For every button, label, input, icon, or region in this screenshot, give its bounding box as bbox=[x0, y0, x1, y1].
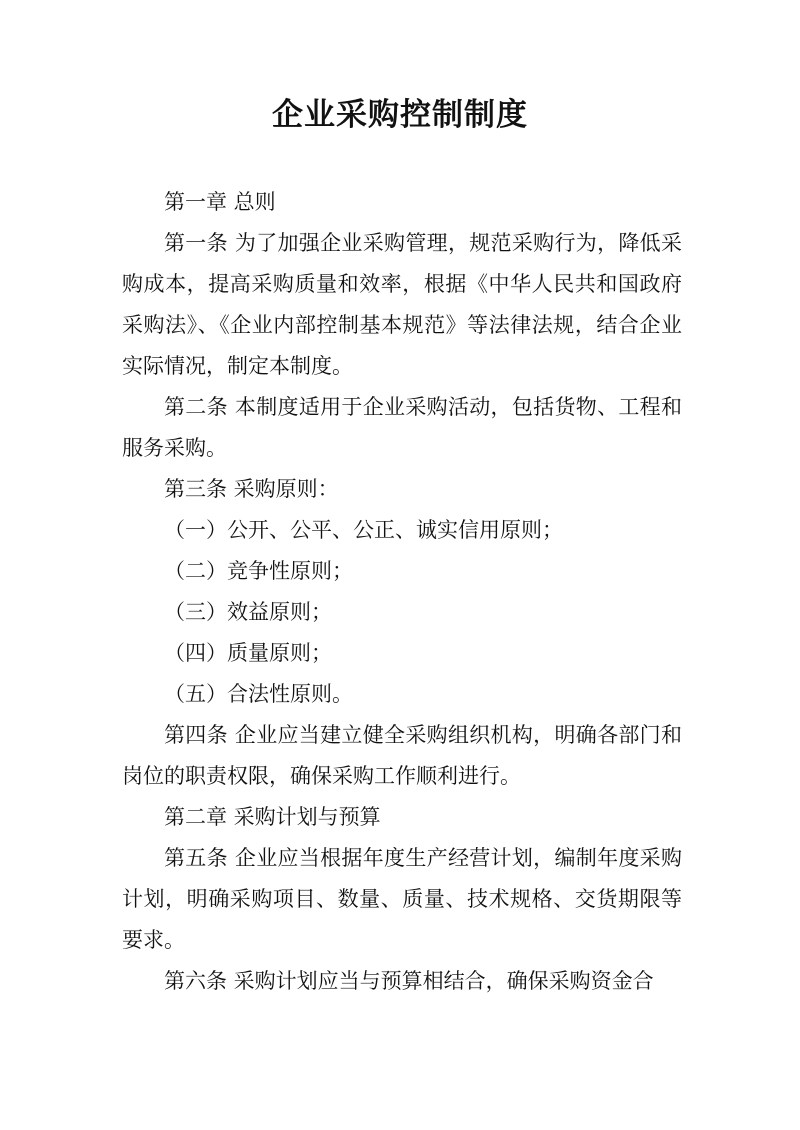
article-2: 第二条 本制度适用于企业采购活动，包括货物、工程和服务采购。 bbox=[122, 395, 682, 460]
principle-item: （一）公开、公平、公正、诚实信用原则； bbox=[164, 518, 563, 542]
article-5: 第五条 企业应当根据年度生产经营计划，编制年度采购计划，明确采购项目、数量、质量、技术规格、交货期限等要求。 bbox=[122, 846, 682, 952]
principle-item: （四）质量原则； bbox=[164, 641, 332, 665]
principle-item: （二）竞争性原则； bbox=[164, 559, 353, 583]
article-4: 第四条 企业应当建立健全采购组织机构，明确各部门和岗位的职责权限，确保采购工作顺利进行。 bbox=[122, 723, 682, 788]
article-6: 第六条 采购计划应当与预算相结合，确保采购资金合 bbox=[164, 969, 654, 993]
chapter-heading-1: 第一章 总则 bbox=[164, 190, 276, 214]
chapter-heading-2: 第二章 采购计划与预算 bbox=[164, 805, 381, 829]
principle-item: （三）效益原则； bbox=[164, 600, 332, 624]
article-1: 第一条 为了加强企业采购管理，规范采购行为，降低采购成本，提高采购质量和效率，根据《中华人民共和国政府采购法》、《企业内部控制基本规范》等法律法规，结合企业实际情况，制定本制度。 bbox=[122, 231, 682, 378]
principle-item: （五）合法性原则。 bbox=[164, 682, 353, 706]
article-3: 第三条 采购原则： bbox=[164, 477, 339, 501]
document-body bbox=[122, 182, 682, 1002]
document-title: 企业采购控制制度 bbox=[272, 97, 528, 133]
